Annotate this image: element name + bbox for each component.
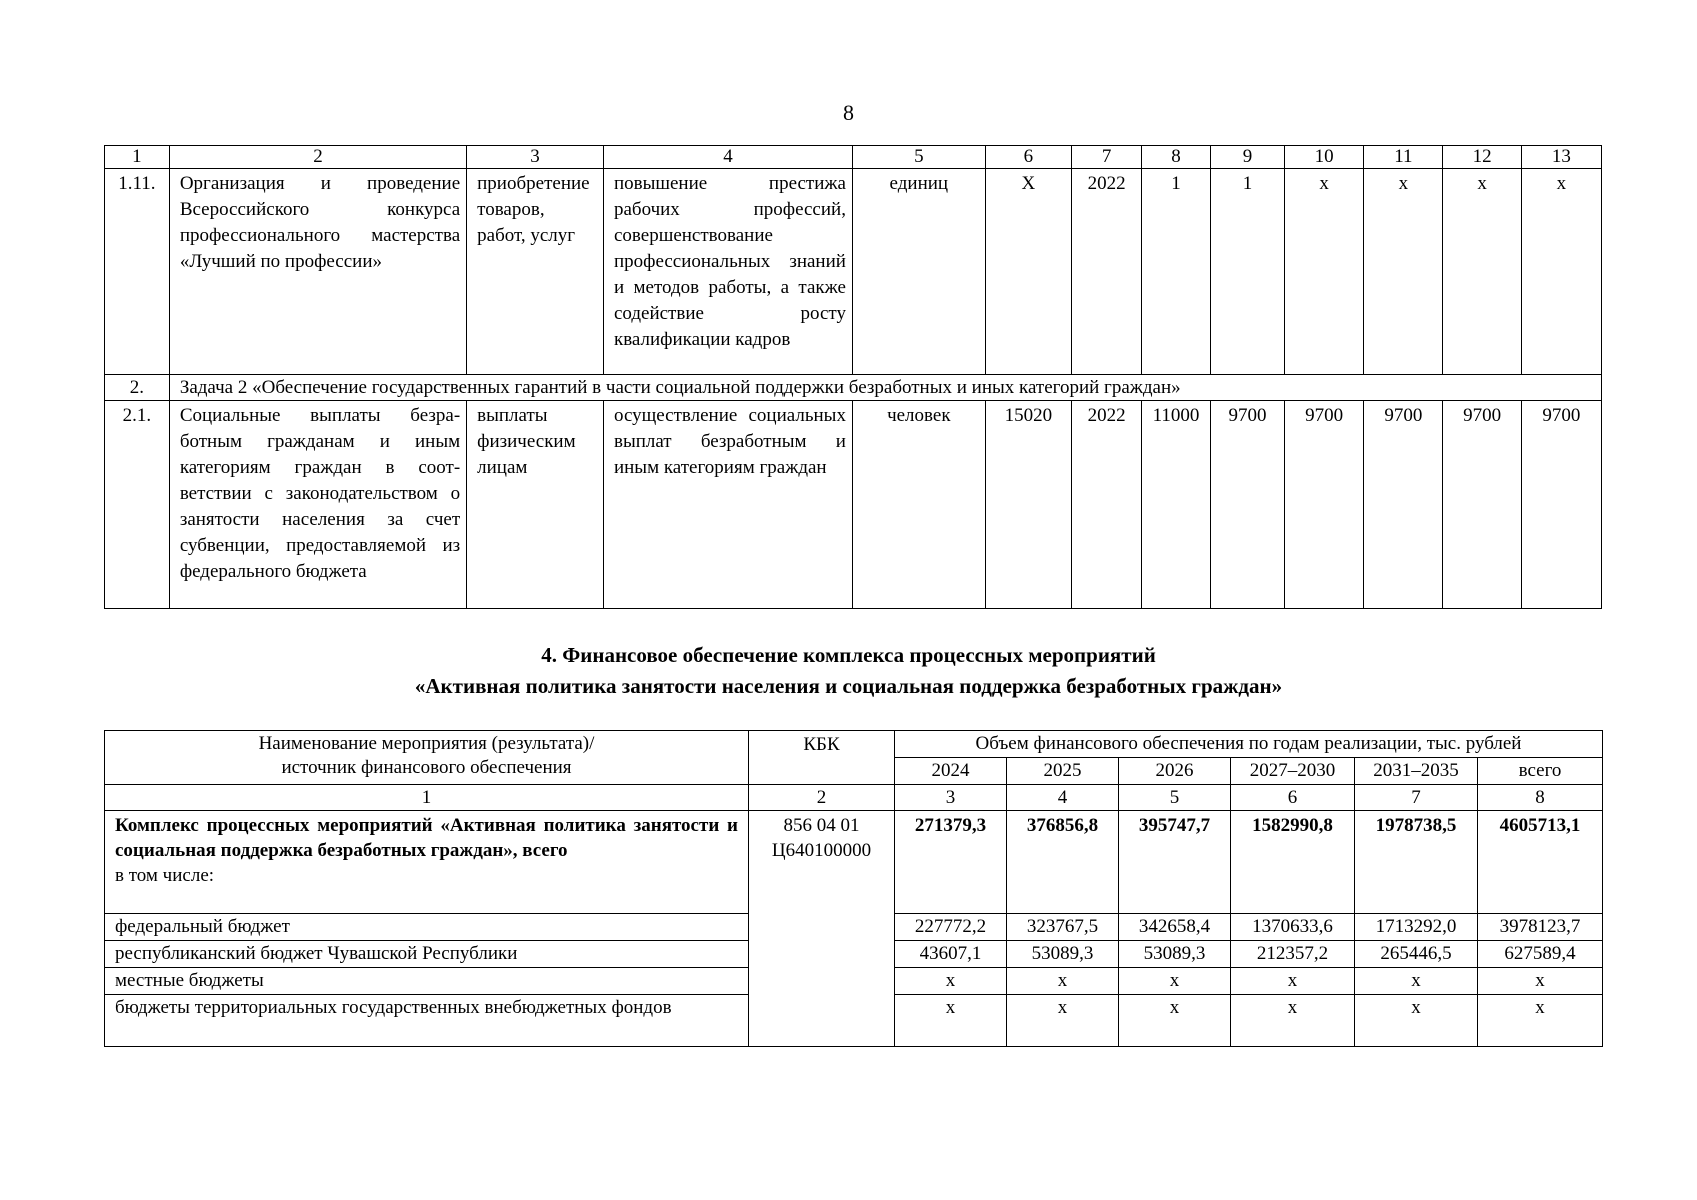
value-cell: х: [1007, 968, 1119, 995]
value-cell: 9700: [1443, 401, 1521, 609]
value-cell: х: [1478, 968, 1603, 995]
column-number: 13: [1521, 146, 1601, 169]
value-cell: 11000: [1142, 401, 1211, 609]
value-cell: 43607,1: [895, 941, 1007, 968]
activity-name: Социальные выплаты безработным гражданам и иным категориям граждан в соответствии с законодательством о занятости населения за счет субвенции, предоставляемой из федерального бюджета: [169, 401, 466, 609]
table-row: [105, 811, 1603, 914]
activity-name: Организация и проведение Всероссийского конкурса профессионального мастерства «Лучший по профессии»: [169, 169, 466, 375]
year-header: 2027–2030: [1231, 758, 1355, 785]
column-number: 12: [1443, 146, 1521, 169]
value-cell: 1: [1210, 169, 1284, 375]
value-cell: 15020: [985, 401, 1071, 609]
kbk-cell: [749, 811, 895, 1047]
complex-sub-label: в том числе:: [115, 865, 215, 886]
value-cell: 2022: [1072, 401, 1142, 609]
value-cell: 9700: [1210, 401, 1284, 609]
year-header: 2025: [1007, 758, 1119, 785]
value-cell: 265446,5: [1355, 941, 1478, 968]
value-cell: х: [1231, 968, 1355, 995]
value-cell: 323767,5: [1007, 914, 1119, 941]
source-name: бюджеты территориальных государственных внебюджетных фондов: [105, 995, 749, 1047]
column-number: 6: [985, 146, 1071, 169]
header-row: [105, 731, 1603, 758]
kbk-code: 856 04 01: [783, 815, 860, 836]
kbk-code: Ц640100000: [771, 840, 872, 861]
year-header: 2031–2035: [1355, 758, 1478, 785]
name-header: [105, 731, 749, 785]
source-name: республиканский бюджет Чувашской Республики: [105, 941, 749, 968]
table-row: [105, 169, 1602, 375]
kbk-header: КБК: [749, 731, 895, 785]
value-cell: 1: [1142, 169, 1211, 375]
row-number: 2.1.: [105, 401, 170, 609]
financing-table: [104, 730, 1603, 1047]
value-cell: 1713292,0: [1355, 914, 1478, 941]
value-cell: х: [1119, 995, 1231, 1047]
value-cell: 9700: [1285, 401, 1364, 609]
column-number: 3: [895, 785, 1007, 811]
column-number: 8: [1478, 785, 1603, 811]
task-title: Задача 2 «Обеспечение государственных гарантий в части социальной поддержки безработных и иных категорий граждан»: [169, 375, 1601, 401]
year-header: 2024: [895, 758, 1007, 785]
value-cell: 53089,3: [1119, 941, 1231, 968]
year-header: всего: [1478, 758, 1603, 785]
value-cell: Х: [985, 169, 1071, 375]
name-header-line: Наименование мероприятия (результата)/: [258, 733, 595, 754]
column-number: 10: [1285, 146, 1364, 169]
column-number: 1: [105, 785, 749, 811]
column-number: 7: [1072, 146, 1142, 169]
value-cell: 342658,4: [1119, 914, 1231, 941]
section-heading-line: «Активная политика занятости населения и социальная поддержка безработных граждан»: [414, 674, 1283, 698]
column-number: 6: [1231, 785, 1355, 811]
unit-cell: единиц: [852, 169, 985, 375]
activity-type: выплаты физическим лицам: [467, 401, 604, 609]
section-heading: [0, 640, 1697, 702]
value-cell: 271379,3: [895, 811, 1007, 914]
column-number: 8: [1142, 146, 1211, 169]
name-header-line: источник финансового обеспечения: [281, 757, 572, 778]
page-number: 8: [843, 100, 854, 125]
value-cell: х: [1521, 169, 1601, 375]
year-header: 2026: [1119, 758, 1231, 785]
value-cell: 227772,2: [895, 914, 1007, 941]
column-number: 5: [852, 146, 985, 169]
section-row: [105, 375, 1602, 401]
value-cell: х: [1364, 169, 1443, 375]
value-cell: х: [895, 995, 1007, 1047]
value-cell: х: [1231, 995, 1355, 1047]
value-cell: 376856,8: [1007, 811, 1119, 914]
value-cell: 395747,7: [1119, 811, 1231, 914]
volume-header: Объем финансового обеспечения по годам реализации, тыс. рублей: [895, 731, 1603, 758]
value-cell: 4605713,1: [1478, 811, 1603, 914]
column-number: 5: [1119, 785, 1231, 811]
value-cell: 1978738,5: [1355, 811, 1478, 914]
value-cell: 627589,4: [1478, 941, 1603, 968]
activity-description: повышение престижа рабочих профессий, совершенствование профессиональных знаний и методов работы, а также содействие росту квалификации кадров: [603, 169, 852, 375]
table-row: [105, 401, 1602, 609]
column-number: 2: [749, 785, 895, 811]
complex-name-cell: [105, 811, 749, 914]
row-number: 1.11.: [105, 169, 170, 375]
value-cell: х: [1007, 995, 1119, 1047]
column-number-row: [105, 785, 1603, 811]
column-number: 7: [1355, 785, 1478, 811]
activities-table: [104, 145, 1602, 609]
column-number: 4: [1007, 785, 1119, 811]
value-cell: 9700: [1521, 401, 1601, 609]
section-heading-line: 4. Финансовое обеспечение комплекса процессных мероприятий: [541, 643, 1156, 667]
column-number: 2: [169, 146, 466, 169]
column-number-row: [105, 146, 1602, 169]
source-name: местные бюджеты: [105, 968, 749, 995]
value-cell: 1370633,6: [1231, 914, 1355, 941]
value-cell: х: [1285, 169, 1364, 375]
value-cell: 3978123,7: [1478, 914, 1603, 941]
column-number: 4: [603, 146, 852, 169]
column-number: 1: [105, 146, 170, 169]
value-cell: х: [1119, 968, 1231, 995]
value-cell: 2022: [1072, 169, 1142, 375]
value-cell: х: [1478, 995, 1603, 1047]
value-cell: х: [895, 968, 1007, 995]
value-cell: 53089,3: [1007, 941, 1119, 968]
column-number: 11: [1364, 146, 1443, 169]
value-cell: х: [1355, 968, 1478, 995]
row-number: 2.: [105, 375, 170, 401]
complex-name: Комплекс процессных мероприятий «Активная политика занятости и социальная поддержка безработных граждан», всего: [115, 815, 738, 861]
value-cell: х: [1355, 995, 1478, 1047]
value-cell: х: [1443, 169, 1521, 375]
unit-cell: человек: [852, 401, 985, 609]
activity-type: приобретение товаров, работ, услуг: [467, 169, 604, 375]
value-cell: 212357,2: [1231, 941, 1355, 968]
source-name: федеральный бюджет: [105, 914, 749, 941]
column-number: 3: [467, 146, 604, 169]
value-cell: 1582990,8: [1231, 811, 1355, 914]
activity-description: осуществление социальных выплат безработным и иным категориям граждан: [603, 401, 852, 609]
value-cell: 9700: [1364, 401, 1443, 609]
column-number: 9: [1210, 146, 1284, 169]
